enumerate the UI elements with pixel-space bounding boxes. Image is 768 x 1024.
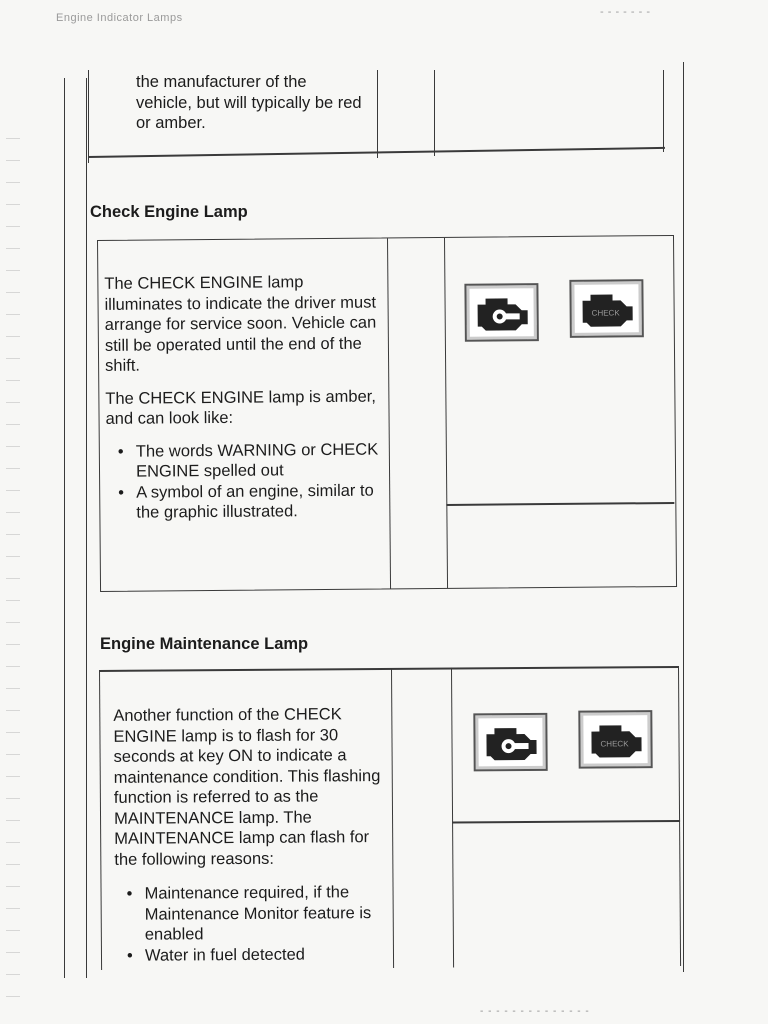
maintenance-bullet-list — [114, 882, 387, 966]
check-engine-para2: The CHECK ENGINE lamp is amber, and can look like: — [105, 387, 376, 428]
list-item: • A symbol of an engine, similar to the graphic illustrated. — [126, 480, 384, 523]
engine-wrench-icon — [473, 713, 547, 772]
page-footer: - - - - - - - - - - - - - - — [480, 1006, 590, 1017]
section-heading-check-engine: Check Engine Lamp — [90, 203, 248, 221]
check-engine-para1: The CHECK ENGINE lamp illuminates to indicate the driver must arrange for service soon. Vehicle can still be operated until the end of the shift. — [104, 273, 377, 375]
right-frame-rule — [683, 62, 684, 972]
check-engine-table — [97, 235, 677, 592]
table-continued — [88, 70, 665, 164]
lamp-word: CHECK — [600, 739, 629, 749]
inner-left-rule — [86, 78, 87, 978]
list-item: • Water in fuel detected — [135, 943, 387, 965]
page-header-title: Engine Indicator Lamps — [56, 12, 183, 24]
list-item: • The words WARNING or CHECK ENGINE spelled out — [126, 439, 384, 482]
maintenance-para1: Another function of the CHECK ENGINE lamp is to flash for 30 seconds at key ON to indicate a maintenance condition. This flashing function is referred to as the MAINTENANCE lamp. The MAINTENANCE lamp can flash for the following reasons: — [113, 705, 381, 869]
maintenance-table — [99, 666, 682, 980]
left-frame-rule — [64, 78, 65, 978]
check-engine-bullet-list — [106, 439, 385, 523]
maintenance-description — [113, 704, 387, 966]
engine-wrench-icon — [464, 283, 539, 342]
engine-check-icon — [578, 710, 652, 769]
binder-margin — [6, 120, 20, 1000]
list-item: • Maintenance required, if the Maintenance Monitor feature is enabled — [134, 882, 386, 945]
check-engine-description — [104, 272, 384, 524]
engine-check-icon — [569, 279, 644, 338]
lamp-word: CHECK — [591, 308, 620, 318]
page-header-right: - - - - - - - — [600, 6, 651, 18]
section-heading-maintenance: Engine Maintenance Lamp — [100, 635, 309, 653]
table-cell-text: the manufacturer of the vehicle, but will typically be red or amber. — [136, 73, 362, 132]
